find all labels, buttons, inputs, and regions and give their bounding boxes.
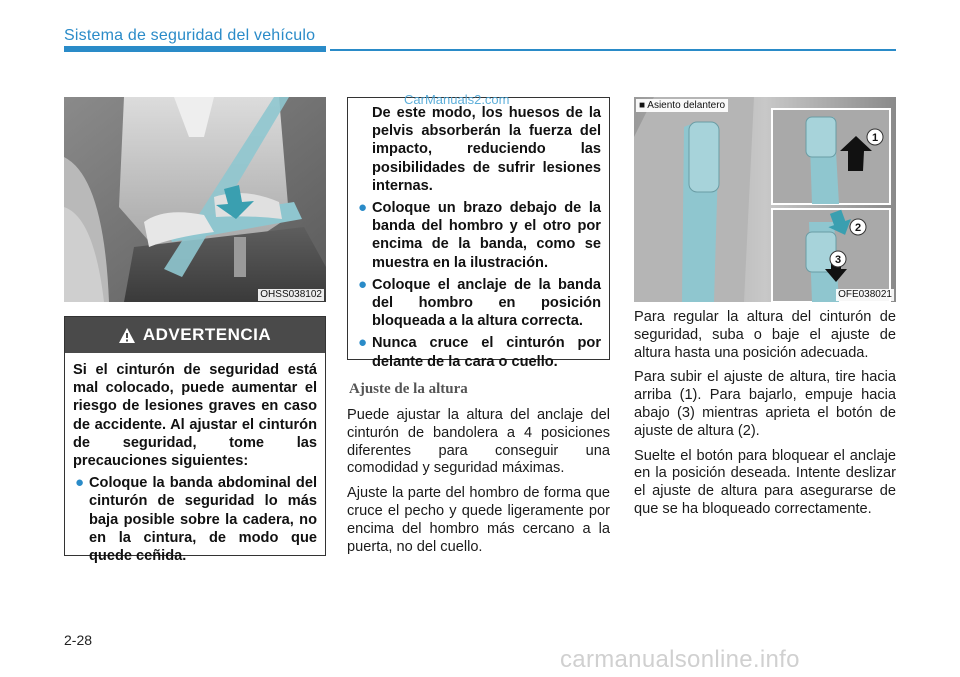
image-code: OHSS038102 (260, 289, 322, 300)
callout-3: 3 (834, 254, 842, 266)
continuation-bullet-text: Coloque el anclaje de la banda del hombro en posición bloqueada a la altura correcta. (372, 276, 601, 330)
header-bar-thin (330, 49, 896, 51)
page-number: 2-28 (64, 632, 93, 648)
body-paragraph: Ajuste la parte del hombro de forma que cruce el pecho y quede ligeramente por encima del hombro más cercano a la puerta, no del cuello. (347, 485, 610, 555)
warning-bullet-text: Coloque la banda abdominal del cinturón de seguridad lo más baja posible sobre la cadera, no en la cintura, de modo que quede ceñida. (89, 475, 317, 565)
warning-continuation-box (347, 97, 610, 370)
callout-2: 2 (854, 222, 862, 234)
body-paragraph: Para regular la altura del cinturón de seguridad, suba o baje el ajuste de altura hasta una posición adecuada. (634, 309, 896, 361)
continuation-bullet-text: Nunca cruce el cinturón por delante de la cara o cuello. (372, 335, 601, 370)
height-section-body (347, 407, 610, 563)
continuation-bullet-text: Coloque un brazo debajo de la banda del hombro y el otro por encima de la banda, como se muestra en la ilustración. (372, 200, 601, 271)
continuation-paragraph: De este modo, los huesos de la pelvis absorberán la fuerza del impacto, reduciendo las posibilidades de sufrir lesiones internas. (372, 105, 601, 194)
continuation-bullet (356, 199, 601, 272)
body-paragraph: Suelte el botón para bloquear el anclaje en la posición deseada. Intente deslizar el ajuste de altura para asegurarse de que se ha bloqueado correctamente. (634, 447, 896, 517)
height-adjuster-photo (634, 97, 896, 302)
warning-bullet (73, 474, 317, 565)
bullet-dot-icon: ● (358, 334, 368, 352)
image-tag-text: Asiento delantero (647, 100, 726, 111)
right-column-body (634, 309, 896, 526)
section-title: Ajuste de la altura (349, 381, 468, 397)
warning-title: ADVERTENCIA (142, 325, 272, 344)
image-code: OFE038021 (838, 289, 892, 300)
warning-paragraph: Si el cinturón de seguridad está mal colocado, puede aumentar el riesgo de lesiones graves en caso de accidente. Al ajustar el cinturón de seguridad, tome las precauciones siguientes: (73, 362, 317, 470)
continuation-bullet (356, 276, 601, 331)
bullet-dot-icon: ● (358, 199, 368, 217)
watermark-bottom: carmanualsonline.info (560, 646, 800, 673)
bullet-dot-icon: ● (358, 275, 368, 293)
height-adjuster-illustration (634, 97, 896, 302)
header-bar-thick (64, 46, 326, 52)
watermark-top: CarManuals2.com (404, 92, 510, 107)
warning-box (64, 316, 326, 565)
continuation-bullet (356, 334, 601, 370)
section-header: Sistema de seguridad del vehículo (64, 27, 316, 44)
warning-header (65, 317, 325, 353)
image-tag: ■ Asiento delantero (636, 99, 728, 112)
body-paragraph: Para subir el ajuste de altura, tire hacia arriba (1). Para bajarlo, empuje hacia abajo (3) mientras aprieta el botón de ajuste de altura (2). (634, 369, 896, 439)
warning-triangle-icon (119, 328, 135, 343)
body-paragraph: Puede ajustar la altura del anclaje del cinturón de bandolera a 4 posiciones diferentes para conseguir una comodidad y seguridad máximas. (347, 407, 610, 477)
bullet-dot-icon: ● (75, 474, 85, 492)
seatbelt-photo-illustration (64, 97, 326, 302)
seatbelt-photo (64, 97, 326, 302)
callout-1: 1 (871, 132, 879, 144)
